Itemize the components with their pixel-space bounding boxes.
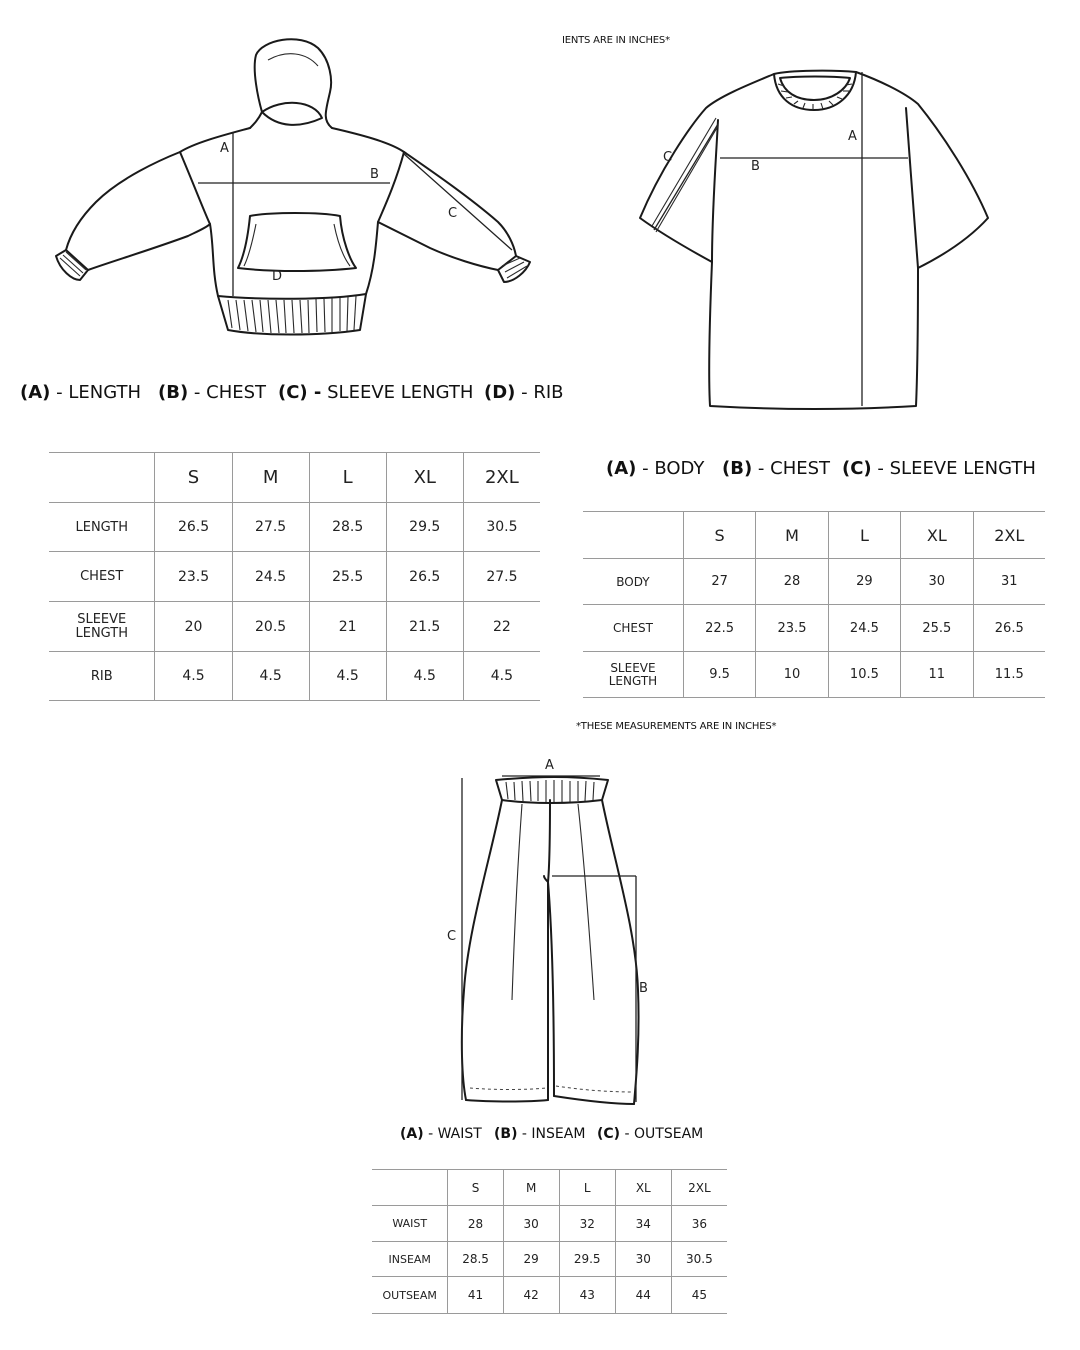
header-cell: L xyxy=(559,1170,615,1206)
measurements-note: *THESE MEASUREMENTS ARE IN INCHES* xyxy=(576,721,777,732)
pants-legend-waist: (A) - WAIST xyxy=(400,1126,482,1142)
tshirt-label-a: A xyxy=(848,129,857,144)
header-cell: 2XL xyxy=(671,1170,727,1206)
header-cell: M xyxy=(756,512,828,559)
tshirt-label-b: B xyxy=(751,159,760,174)
table-cell: 30 xyxy=(615,1242,671,1277)
header-cell: S xyxy=(155,453,232,503)
table-row xyxy=(583,652,1045,698)
table-cell: 41 xyxy=(448,1277,503,1314)
row-label: BODY xyxy=(616,574,650,589)
header-cell: S xyxy=(448,1170,503,1206)
table-cell: 24.5 xyxy=(232,552,309,602)
header-cell: L xyxy=(828,512,900,559)
table-header-row xyxy=(583,512,1045,559)
row-label: LENGTH xyxy=(75,519,128,535)
pants-label-c: C xyxy=(447,929,457,944)
table-cell: 23.5 xyxy=(756,605,828,652)
table-cell: 34 xyxy=(615,1206,671,1242)
table-cell: 31 xyxy=(973,559,1045,605)
pants-legend-outseam: (C) - OUTSEAM xyxy=(597,1126,704,1142)
table-row xyxy=(49,602,540,652)
table-row xyxy=(49,552,540,602)
table-row xyxy=(49,503,540,552)
tshirt-label-c: C xyxy=(663,150,673,165)
row-label: SLEEVE LENGTH xyxy=(75,611,128,641)
table-cell: 28.5 xyxy=(309,503,386,552)
header-cell: XL xyxy=(386,453,463,503)
tshirt-legend-sleeve: (C) - SLEEVE LENGTH xyxy=(842,458,1036,479)
pants-label-a: A xyxy=(545,758,554,773)
table-cell: 29.5 xyxy=(386,503,463,552)
header-cell xyxy=(49,453,155,503)
row-label: SLEEVE LENGTH xyxy=(608,660,658,688)
pants-legend-inseam: (B) - INSEAM xyxy=(494,1126,586,1142)
tshirt-size-table xyxy=(583,511,1045,698)
hoodie-label-d: D xyxy=(272,269,283,284)
table-cell: 32 xyxy=(559,1206,615,1242)
table-row xyxy=(372,1277,727,1314)
table-cell: 20.5 xyxy=(232,602,309,652)
table-cell: 43 xyxy=(559,1277,615,1314)
header-cell: L xyxy=(309,453,386,503)
table-cell: 28 xyxy=(448,1206,503,1242)
table-cell: 30 xyxy=(901,559,973,605)
header-cell: S xyxy=(683,512,755,559)
pants-size-table xyxy=(372,1169,727,1314)
table-cell: 21.5 xyxy=(386,602,463,652)
hoodie-label-a: A xyxy=(220,141,229,156)
hoodie-legend-chest: (B) - CHEST xyxy=(158,382,267,403)
table-cell: 24.5 xyxy=(828,605,900,652)
table-row xyxy=(372,1242,727,1277)
header-cell xyxy=(372,1170,448,1206)
table-cell: 4.5 xyxy=(232,652,309,701)
header-cell: XL xyxy=(615,1170,671,1206)
hoodie-legend-rib: (D) - RIB xyxy=(484,382,564,403)
table-cell: 28 xyxy=(756,559,828,605)
table-cell: 27.5 xyxy=(463,552,540,602)
hoodie-legend-sleeve: (C) - SLEEVE LENGTH xyxy=(278,382,474,403)
table-cell: 29 xyxy=(828,559,900,605)
table-cell: 10 xyxy=(756,652,828,698)
row-label: OUTSEAM xyxy=(382,1288,437,1302)
header-cell: M xyxy=(232,453,309,503)
table-cell: 4.5 xyxy=(386,652,463,701)
table-cell: 25.5 xyxy=(309,552,386,602)
table-cell: 11.5 xyxy=(973,652,1045,698)
header-cell: XL xyxy=(901,512,973,559)
row-label: INSEAM xyxy=(388,1252,431,1266)
hoodie-label-b: B xyxy=(370,167,379,182)
table-header-row xyxy=(372,1170,727,1206)
hoodie-label-c: C xyxy=(448,206,458,221)
tshirt-legend-body: (A) - BODY xyxy=(606,458,705,479)
hoodie-illustration xyxy=(40,30,560,360)
header-cell xyxy=(583,512,683,559)
table-cell: 20 xyxy=(155,602,232,652)
table-cell: 4.5 xyxy=(309,652,386,701)
hoodie-legend-length: (A) - LENGTH xyxy=(20,382,142,403)
row-label: CHEST xyxy=(612,621,653,635)
table-cell: 9.5 xyxy=(683,652,755,698)
table-cell: 26.5 xyxy=(155,503,232,552)
table-cell: 4.5 xyxy=(155,652,232,701)
table-row xyxy=(49,652,540,701)
table-cell: 27.5 xyxy=(232,503,309,552)
table-cell: 30.5 xyxy=(671,1242,727,1277)
row-label: WAIST xyxy=(392,1217,428,1230)
table-row xyxy=(372,1206,727,1242)
table-row xyxy=(583,559,1045,605)
header-cell: 2XL xyxy=(973,512,1045,559)
table-cell: 28.5 xyxy=(448,1242,503,1277)
row-label: CHEST xyxy=(80,569,124,584)
table-cell: 4.5 xyxy=(463,652,540,701)
table-row xyxy=(583,605,1045,652)
table-cell: 27 xyxy=(683,559,755,605)
table-header-row xyxy=(49,453,540,503)
table-cell: 23.5 xyxy=(155,552,232,602)
table-cell: 11 xyxy=(901,652,973,698)
table-cell: 22 xyxy=(463,602,540,652)
pants-illustration xyxy=(440,770,670,1110)
table-cell: 44 xyxy=(615,1277,671,1314)
table-cell: 22.5 xyxy=(683,605,755,652)
table-cell: 26.5 xyxy=(386,552,463,602)
pants-label-b: B xyxy=(639,981,648,996)
table-cell: 36 xyxy=(671,1206,727,1242)
tshirt-legend-chest: (B) - CHEST xyxy=(722,458,831,479)
table-cell: 10.5 xyxy=(828,652,900,698)
header-cell: M xyxy=(503,1170,559,1206)
table-cell: 30 xyxy=(503,1206,559,1242)
tshirt-illustration xyxy=(630,60,1000,420)
table-cell: 25.5 xyxy=(901,605,973,652)
table-cell: 29 xyxy=(503,1242,559,1277)
table-cell: 42 xyxy=(503,1277,559,1314)
hoodie-size-table xyxy=(49,452,540,701)
table-cell: 21 xyxy=(309,602,386,652)
tshirt-note-cropped: IENTS ARE IN INCHES* xyxy=(562,35,670,46)
table-cell: 26.5 xyxy=(973,605,1045,652)
table-cell: 30.5 xyxy=(463,503,540,552)
table-cell: 45 xyxy=(671,1277,727,1314)
table-cell: 29.5 xyxy=(559,1242,615,1277)
row-label: RIB xyxy=(90,668,113,684)
header-cell: 2XL xyxy=(463,453,540,503)
